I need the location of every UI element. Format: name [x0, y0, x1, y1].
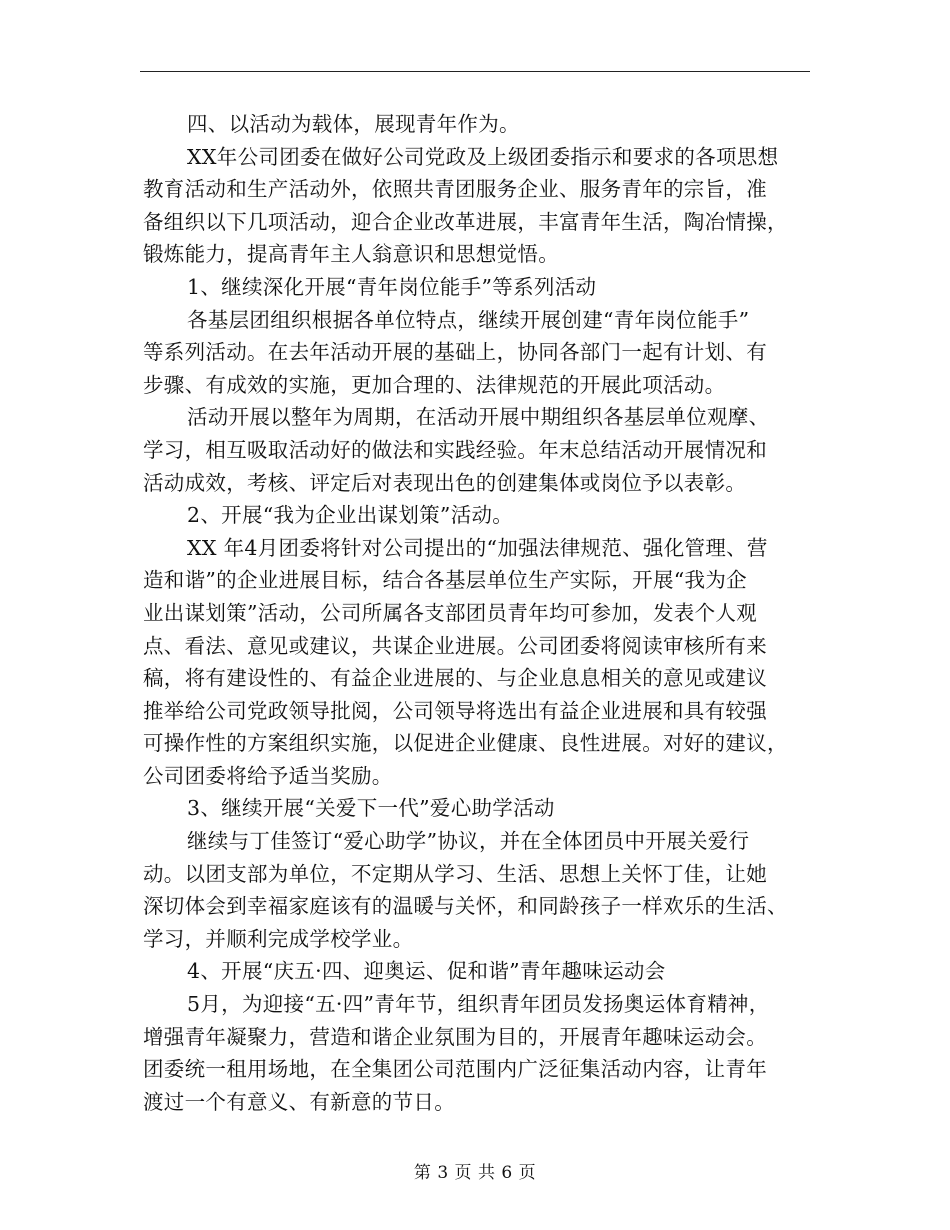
- paragraph-line: 增强青年凝聚力，营造和谐企业氛围为目的，开展青年趣味运动会。: [143, 1024, 767, 1049]
- paragraph-line: 教育活动和生产活动外，依照共青团服务企业、服务青年的宗旨，准: [143, 177, 767, 202]
- paragraph-line: 各基层团组织根据各单位特点，继续开展创建“青年岗位能手”: [187, 307, 750, 332]
- paragraph-line: 稿，将有建设性的、有益企业进展的、与企业息息相关的意见或建议: [143, 666, 767, 691]
- paragraph-line: 备组织以下几项活动，迎合企业改革进展，丰富青年生活，陶冶情操，: [143, 209, 788, 234]
- paragraph-line: 5月，为迎接“五·四”青年节，组织青年团员发扬奥运体育精神，: [187, 992, 770, 1017]
- paragraph-line: 渡过一个有意义、有新意的节日。: [143, 1089, 455, 1114]
- subsection-heading: 2、开展“我为企业出谋划策”活动。: [187, 503, 514, 528]
- page-number-footer: 第 3 页 共 6 页: [413, 1163, 537, 1183]
- paragraph-line: 学习，并顺利完成学校学业。: [143, 926, 414, 951]
- paragraph-line: 公司团委将给予适当奖励。: [143, 763, 393, 788]
- paragraph-line: 活动开展以整年为周期，在活动开展中期组织各基层单位观摩、: [187, 405, 770, 430]
- paragraph-line: 等系列活动。在去年活动开展的基础上，协同各部门一起有计划、有: [143, 340, 767, 365]
- paragraph-line: XX 年4月团委将针对公司提出的“加强法律规范、强化管理、营: [187, 535, 768, 560]
- paragraph-line: 继续与丁佳签订“爱心助学”协议，并在全体团员中开展关爱行: [187, 829, 750, 854]
- document-body: [143, 108, 810, 1118]
- subsection-heading: 1、继续深化开展“青年岗位能手”等系列活动: [187, 274, 597, 299]
- paragraph-line: 学习，相互吸取活动好的做法和实践经验。年末总结活动开展情况和: [143, 437, 767, 462]
- paragraph-line: 造和谐”的企业进展目标，结合各基层单位生产实际，开展“我为企: [143, 568, 747, 593]
- subsection-heading: 4、开展“庆五·四、迎奥运、促和谐”青年趣味运动会: [187, 959, 666, 984]
- paragraph-line: 团委统一租用场地，在全集团公司范围内广泛征集活动内容，让青年: [143, 1057, 767, 1082]
- paragraph-line: XX年公司团委在做好公司党政及上级团委指示和要求的各项思想: [187, 144, 779, 169]
- subsection-heading: 3、继续开展“关爱下一代”爱心助学活动: [187, 796, 555, 821]
- paragraph-line: 点、看法、意见或建议，共谋企业进展。公司团委将阅读审核所有来: [143, 633, 767, 658]
- paragraph-line: 步骤、有成效的实施，更加合理的、法律规范的开展此项活动。: [143, 372, 726, 397]
- paragraph-line: 活动成效，考核、评定后对表现出色的创建集体或岗位予以表彰。: [143, 470, 747, 495]
- section-heading: 四、以活动为载体，展现青年作为。: [187, 112, 520, 136]
- paragraph-line: 深切体会到幸福家庭该有的温暖与关怀，和同龄孩子一样欢乐的生活、: [143, 894, 788, 919]
- paragraph-line: 业出谋划策”活动，公司所属各支部团员青年均可参加，发表个人观: [143, 600, 757, 625]
- paragraph-line: 推举给公司党政领导批阅，公司领导将选出有益企业进展和具有较强: [143, 698, 767, 723]
- paragraph-line: 动。以团支部为单位，不定期从学习、生活、思想上关怀丁佳，让她: [143, 861, 767, 886]
- paragraph-line: 可操作性的方案组织实施，以促进企业健康、良性进展。对好的建议，: [143, 731, 788, 756]
- header-rule: [140, 71, 810, 72]
- paragraph-line: 锻炼能力，提高青年主人翁意识和思想觉悟。: [143, 242, 559, 267]
